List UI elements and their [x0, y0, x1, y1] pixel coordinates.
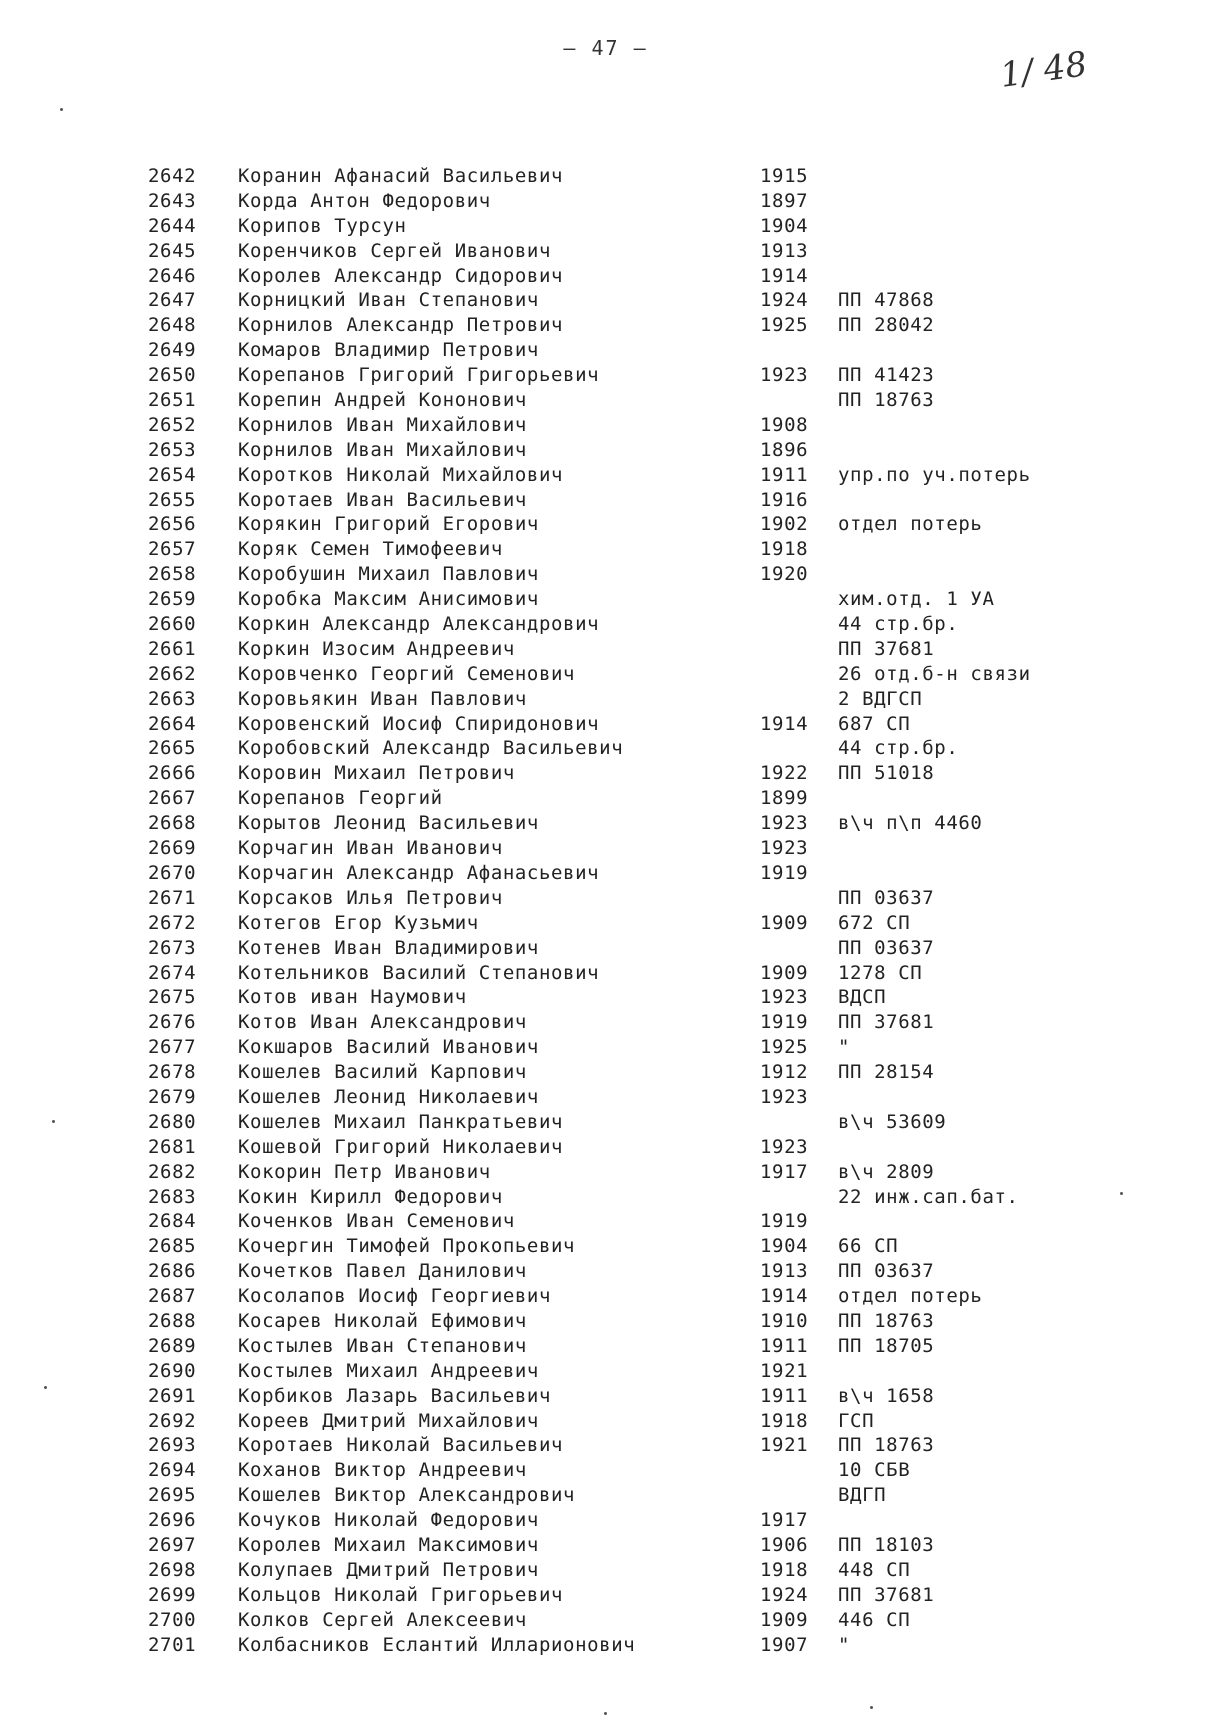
record-number: 2698 [148, 1558, 197, 1581]
record-number: 2666 [148, 762, 197, 785]
record-name: Коровин Михаил Петрович [238, 762, 515, 785]
record-year: 1913 [760, 239, 809, 262]
record-number: 2679 [148, 1085, 197, 1108]
record-number: 2673 [148, 936, 197, 959]
record-name: Коханов Виктор Андреевич [238, 1459, 527, 1482]
record-number: 2691 [148, 1384, 197, 1407]
record-name: Корницкий Иван Степанович [238, 289, 539, 312]
record-number: 2669 [148, 837, 197, 860]
record-row [0, 214, 1211, 239]
record-row [0, 512, 1211, 537]
record-number: 2650 [148, 364, 197, 387]
record-note: " [838, 1633, 851, 1656]
record-note: 22 инж.сап.бат. [838, 1185, 1019, 1208]
record-name: Коробовский Александр Васильевич [238, 737, 624, 760]
record-number: 2663 [148, 687, 197, 710]
record-name: Корепанов Георгий [238, 787, 443, 810]
record-row [0, 1458, 1211, 1483]
record-year: 1921 [760, 1434, 809, 1457]
record-name: Коровьякин Иван Павлович [238, 687, 527, 710]
record-year: 1912 [760, 1061, 809, 1084]
record-year: 1904 [760, 214, 809, 237]
record-note: ВДГП [838, 1484, 887, 1507]
record-year: 1914 [760, 712, 809, 735]
record-row [0, 413, 1211, 438]
record-number: 2680 [148, 1110, 197, 1133]
record-name: Коротков Николай Михайлович [238, 463, 564, 486]
record-year: 1919 [760, 1210, 809, 1233]
record-year: 1914 [760, 1285, 809, 1308]
record-name: Коркин Александр Александрович [238, 613, 600, 636]
scan-speck [60, 108, 63, 111]
record-row [0, 1309, 1211, 1334]
record-number: 2687 [148, 1285, 197, 1308]
record-year: 1925 [760, 1036, 809, 1059]
record-name: Колбасников Еслантий Илларионович [238, 1633, 636, 1656]
record-year: 1910 [760, 1309, 809, 1332]
record-number: 2643 [148, 189, 197, 212]
record-number: 2700 [148, 1608, 197, 1631]
record-note: 26 отд.б-н связи [838, 662, 1031, 685]
record-name: Корякин Григорий Егорович [238, 513, 539, 536]
record-list [0, 164, 1211, 1657]
record-name: Коранин Афанасий Васильевич [238, 165, 564, 187]
record-year: 1925 [760, 314, 809, 337]
record-number: 2664 [148, 712, 197, 735]
record-row [0, 1010, 1211, 1035]
scan-speck [44, 1386, 47, 1389]
record-year: 1907 [760, 1633, 809, 1656]
record-number: 2685 [148, 1235, 197, 1258]
record-row [0, 1533, 1211, 1558]
record-number: 2642 [148, 165, 197, 187]
record-year: 1918 [760, 1558, 809, 1581]
record-row [0, 736, 1211, 761]
page-number: – 47 – [563, 36, 648, 60]
record-name: Котельников Василий Степанович [238, 961, 600, 984]
record-number: 2676 [148, 1011, 197, 1034]
record-row [0, 239, 1211, 264]
record-row [0, 1185, 1211, 1210]
record-row [0, 985, 1211, 1010]
record-year: 1909 [760, 961, 809, 984]
record-name: Кокорин Петр Иванович [238, 1160, 491, 1183]
record-name: Корнилов Александр Петрович [238, 314, 564, 337]
record-row [0, 1035, 1211, 1060]
record-row [0, 1583, 1211, 1608]
record-row [0, 1259, 1211, 1284]
record-name: Костылев Иван Степанович [238, 1334, 527, 1357]
record-row [0, 1334, 1211, 1359]
record-row [0, 886, 1211, 911]
record-note: 1278 СП [838, 961, 923, 984]
handwritten-annotation: 1/ 48 [997, 44, 1090, 96]
record-number: 2697 [148, 1533, 197, 1556]
record-year: 1909 [760, 911, 809, 934]
record-number: 2660 [148, 613, 197, 636]
record-number: 2657 [148, 538, 197, 561]
record-name: Кореев Дмитрий Михайлович [238, 1409, 539, 1432]
record-note: ПП 41423 [838, 364, 935, 387]
record-year: 1911 [760, 1384, 809, 1407]
record-note: ПП 18763 [838, 389, 935, 412]
record-year: 1923 [760, 1135, 809, 1158]
record-note: ПП 18705 [838, 1334, 935, 1357]
scan-speck [1120, 1192, 1123, 1195]
record-number: 2686 [148, 1260, 197, 1283]
record-note: ПП 03637 [838, 886, 935, 909]
record-name: Коровченко Георгий Семенович [238, 662, 576, 685]
record-row [0, 363, 1211, 388]
record-number: 2665 [148, 737, 197, 760]
record-name: Королев Михаил Максимович [238, 1533, 539, 1556]
record-row [0, 264, 1211, 289]
record-number: 2653 [148, 438, 197, 461]
record-year: 1923 [760, 812, 809, 835]
record-name: Котов иван Наумович [238, 986, 467, 1009]
record-name: Косарев Николай Ефимович [238, 1309, 527, 1332]
record-year: 1897 [760, 189, 809, 212]
record-number: 2649 [148, 339, 197, 362]
record-note: ПП 18103 [838, 1533, 935, 1556]
record-year: 1904 [760, 1235, 809, 1258]
record-year: 1906 [760, 1533, 809, 1556]
record-name: Коровенский Иосиф Спиридонович [238, 712, 600, 735]
record-number: 2667 [148, 787, 197, 810]
record-number: 2689 [148, 1334, 197, 1357]
record-note: упр.по уч.потерь [838, 463, 1031, 486]
record-row [0, 1409, 1211, 1434]
record-row [0, 562, 1211, 587]
record-name: Кошелев Михаил Панкратьевич [238, 1110, 564, 1133]
record-note: 446 СП [838, 1608, 911, 1631]
record-row [0, 1433, 1211, 1458]
record-year: 1917 [760, 1160, 809, 1183]
record-year: 1922 [760, 762, 809, 785]
record-year: 1918 [760, 538, 809, 561]
record-number: 2696 [148, 1509, 197, 1532]
record-year: 1896 [760, 438, 809, 461]
record-name: Коротаев Николай Васильевич [238, 1434, 564, 1457]
record-row [0, 1633, 1211, 1658]
record-row [0, 1234, 1211, 1259]
record-name: Корсаков Илья Петрович [238, 886, 503, 909]
record-note: " [838, 1036, 851, 1059]
record-note: ПП 37681 [838, 1011, 935, 1034]
record-number: 2674 [148, 961, 197, 984]
record-row [0, 164, 1211, 189]
record-number: 2692 [148, 1409, 197, 1432]
record-row [0, 836, 1211, 861]
record-name: Коченков Иван Семенович [238, 1210, 515, 1233]
record-row [0, 637, 1211, 662]
record-name: Кошелев Леонид Николаевич [238, 1085, 539, 1108]
record-note: ПП 37681 [838, 1583, 935, 1606]
record-row [0, 338, 1211, 363]
scan-speck [604, 1712, 607, 1715]
record-number: 2693 [148, 1434, 197, 1457]
record-year: 1911 [760, 1334, 809, 1357]
record-row [0, 1060, 1211, 1085]
record-row [0, 288, 1211, 313]
record-name: Кочетков Павел Данилович [238, 1260, 527, 1283]
record-year: 1913 [760, 1260, 809, 1283]
record-year: 1924 [760, 289, 809, 312]
record-number: 2668 [148, 812, 197, 835]
record-name: Костылев Михаил Андреевич [238, 1359, 539, 1382]
record-note: ПП 51018 [838, 762, 935, 785]
record-name: Кокшаров Василий Иванович [238, 1036, 539, 1059]
record-year: 1924 [760, 1583, 809, 1606]
record-row [0, 438, 1211, 463]
record-number: 2658 [148, 563, 197, 586]
record-year: 1909 [760, 1608, 809, 1631]
record-row [0, 712, 1211, 737]
record-year: 1923 [760, 1085, 809, 1108]
record-number: 2662 [148, 662, 197, 685]
record-row [0, 786, 1211, 811]
record-number: 2694 [148, 1459, 197, 1482]
record-name: Кочергин Тимофей Прокопьевич [238, 1235, 576, 1258]
record-note: ПП 03637 [838, 1260, 935, 1283]
record-row [0, 1359, 1211, 1384]
record-number: 2684 [148, 1210, 197, 1233]
record-year: 1923 [760, 837, 809, 860]
record-note: хим.отд. 1 УА [838, 588, 995, 611]
record-year: 1899 [760, 787, 809, 810]
record-name: Кошелев Виктор Александрович [238, 1484, 576, 1507]
record-row [0, 1135, 1211, 1160]
record-name: Кочуков Николай Федорович [238, 1509, 539, 1532]
record-note: 66 СП [838, 1235, 899, 1258]
record-number: 2670 [148, 861, 197, 884]
record-name: Коротаев Иван Васильевич [238, 488, 527, 511]
record-number: 2652 [148, 413, 197, 436]
record-name: Кошевой Григорий Николаевич [238, 1135, 564, 1158]
record-number: 2651 [148, 389, 197, 412]
record-name: Корда Антон Федорович [238, 189, 491, 212]
record-note: ВДСП [838, 986, 887, 1009]
record-name: Комаров Владимир Петрович [238, 339, 539, 362]
record-year: 1921 [760, 1359, 809, 1382]
record-row [0, 587, 1211, 612]
record-name: Королев Александр Сидорович [238, 264, 564, 287]
record-number: 2661 [148, 637, 197, 660]
record-note: ПП 03637 [838, 936, 935, 959]
record-year: 1911 [760, 463, 809, 486]
record-note: 44 стр.бр. [838, 613, 959, 636]
record-note: в\ч п\п 4460 [838, 812, 983, 835]
record-number: 2647 [148, 289, 197, 312]
record-name: Котенев Иван Владимирович [238, 936, 539, 959]
record-year: 1923 [760, 986, 809, 1009]
record-name: Кокин Кирилл Федорович [238, 1185, 503, 1208]
record-number: 2699 [148, 1583, 197, 1606]
record-number: 2701 [148, 1633, 197, 1656]
record-note: в\ч 1658 [838, 1384, 935, 1407]
record-row [0, 687, 1211, 712]
record-number: 2683 [148, 1185, 197, 1208]
record-row [0, 488, 1211, 513]
record-note: ПП 28154 [838, 1061, 935, 1084]
record-name: Коряк Семен Тимофеевич [238, 538, 503, 561]
record-note: 2 ВДГСП [838, 687, 923, 710]
record-name: Котегов Егор Кузьмич [238, 911, 479, 934]
record-number: 2672 [148, 911, 197, 934]
record-row [0, 388, 1211, 413]
record-row [0, 189, 1211, 214]
record-number: 2646 [148, 264, 197, 287]
record-note: 44 стр.бр. [838, 737, 959, 760]
record-year: 1908 [760, 413, 809, 436]
scan-speck [870, 1706, 873, 1709]
record-name: Коробушин Михаил Павлович [238, 563, 539, 586]
record-row [0, 1284, 1211, 1309]
record-row [0, 1508, 1211, 1533]
record-number: 2671 [148, 886, 197, 909]
record-number: 2645 [148, 239, 197, 262]
record-note: отдел потерь [838, 513, 983, 536]
record-row [0, 1209, 1211, 1234]
record-name: Корчагин Александр Афанасьевич [238, 861, 600, 884]
record-name: Корнилов Иван Михайлович [238, 413, 527, 436]
record-year: 1916 [760, 488, 809, 511]
record-note: ПП 28042 [838, 314, 935, 337]
record-row [0, 1085, 1211, 1110]
record-year: 1917 [760, 1509, 809, 1532]
record-note: в\ч 2809 [838, 1160, 935, 1183]
record-name: Косолапов Иосиф Георгиевич [238, 1285, 552, 1308]
record-number: 2644 [148, 214, 197, 237]
record-number: 2681 [148, 1135, 197, 1158]
record-row [0, 463, 1211, 488]
record-row [0, 1384, 1211, 1409]
record-note: ПП 47868 [838, 289, 935, 312]
record-row [0, 1160, 1211, 1185]
record-note: отдел потерь [838, 1285, 983, 1308]
record-number: 2648 [148, 314, 197, 337]
record-number: 2695 [148, 1484, 197, 1507]
record-note: 10 СБВ [838, 1459, 911, 1482]
record-row [0, 961, 1211, 986]
record-note: ПП 18763 [838, 1434, 935, 1457]
record-note: ПП 18763 [838, 1309, 935, 1332]
record-year: 1914 [760, 264, 809, 287]
record-name: Коркин Изосим Андреевич [238, 637, 515, 660]
record-name: Корнилов Иван Михайлович [238, 438, 527, 461]
record-row [0, 612, 1211, 637]
record-name: Коробка Максим Анисимович [238, 588, 539, 611]
record-row [0, 911, 1211, 936]
record-number: 2677 [148, 1036, 197, 1059]
record-year: 1918 [760, 1409, 809, 1432]
record-name: Кошелев Василий Карпович [238, 1061, 527, 1084]
record-number: 2659 [148, 588, 197, 611]
record-name: Корепин Андрей Кононович [238, 389, 527, 412]
record-number: 2655 [148, 488, 197, 511]
record-note: 448 СП [838, 1558, 911, 1581]
record-year: 1920 [760, 563, 809, 586]
record-row [0, 662, 1211, 687]
record-row [0, 761, 1211, 786]
record-row [0, 936, 1211, 961]
record-row [0, 1558, 1211, 1583]
record-note: в\ч 53609 [838, 1110, 947, 1133]
record-row [0, 537, 1211, 562]
scan-speck [52, 1120, 55, 1123]
record-name: Колупаев Дмитрий Петрович [238, 1558, 539, 1581]
record-note: ПП 37681 [838, 637, 935, 660]
record-year: 1902 [760, 513, 809, 536]
record-name: Колков Сергей Алексеевич [238, 1608, 527, 1631]
record-number: 2656 [148, 513, 197, 536]
record-year: 1919 [760, 1011, 809, 1034]
record-name: Корепанов Григорий Григорьевич [238, 364, 600, 387]
record-name: Корчагин Иван Иванович [238, 837, 503, 860]
record-row [0, 1483, 1211, 1508]
record-number: 2682 [148, 1160, 197, 1183]
record-note: 687 СП [838, 712, 911, 735]
record-number: 2654 [148, 463, 197, 486]
record-year: 1923 [760, 364, 809, 387]
record-row [0, 1110, 1211, 1135]
record-name: Корбиков Лазарь Васильевич [238, 1384, 552, 1407]
record-year: 1919 [760, 861, 809, 884]
record-row [0, 811, 1211, 836]
record-name: Корытов Леонид Васильевич [238, 812, 539, 835]
record-note: 672 СП [838, 911, 911, 934]
record-name: Корипов Турсун [238, 214, 407, 237]
record-number: 2688 [148, 1309, 197, 1332]
record-row [0, 313, 1211, 338]
record-name: Коренчиков Сергей Иванович [238, 239, 552, 262]
record-row [0, 861, 1211, 886]
record-name: Котов Иван Александрович [238, 1011, 527, 1034]
record-number: 2690 [148, 1359, 197, 1382]
record-row [0, 1608, 1211, 1633]
record-name: Кольцов Николай Григорьевич [238, 1583, 564, 1606]
record-note: ГСП [838, 1409, 875, 1432]
record-year: 1915 [760, 165, 809, 187]
record-number: 2678 [148, 1061, 197, 1084]
record-number: 2675 [148, 986, 197, 1009]
